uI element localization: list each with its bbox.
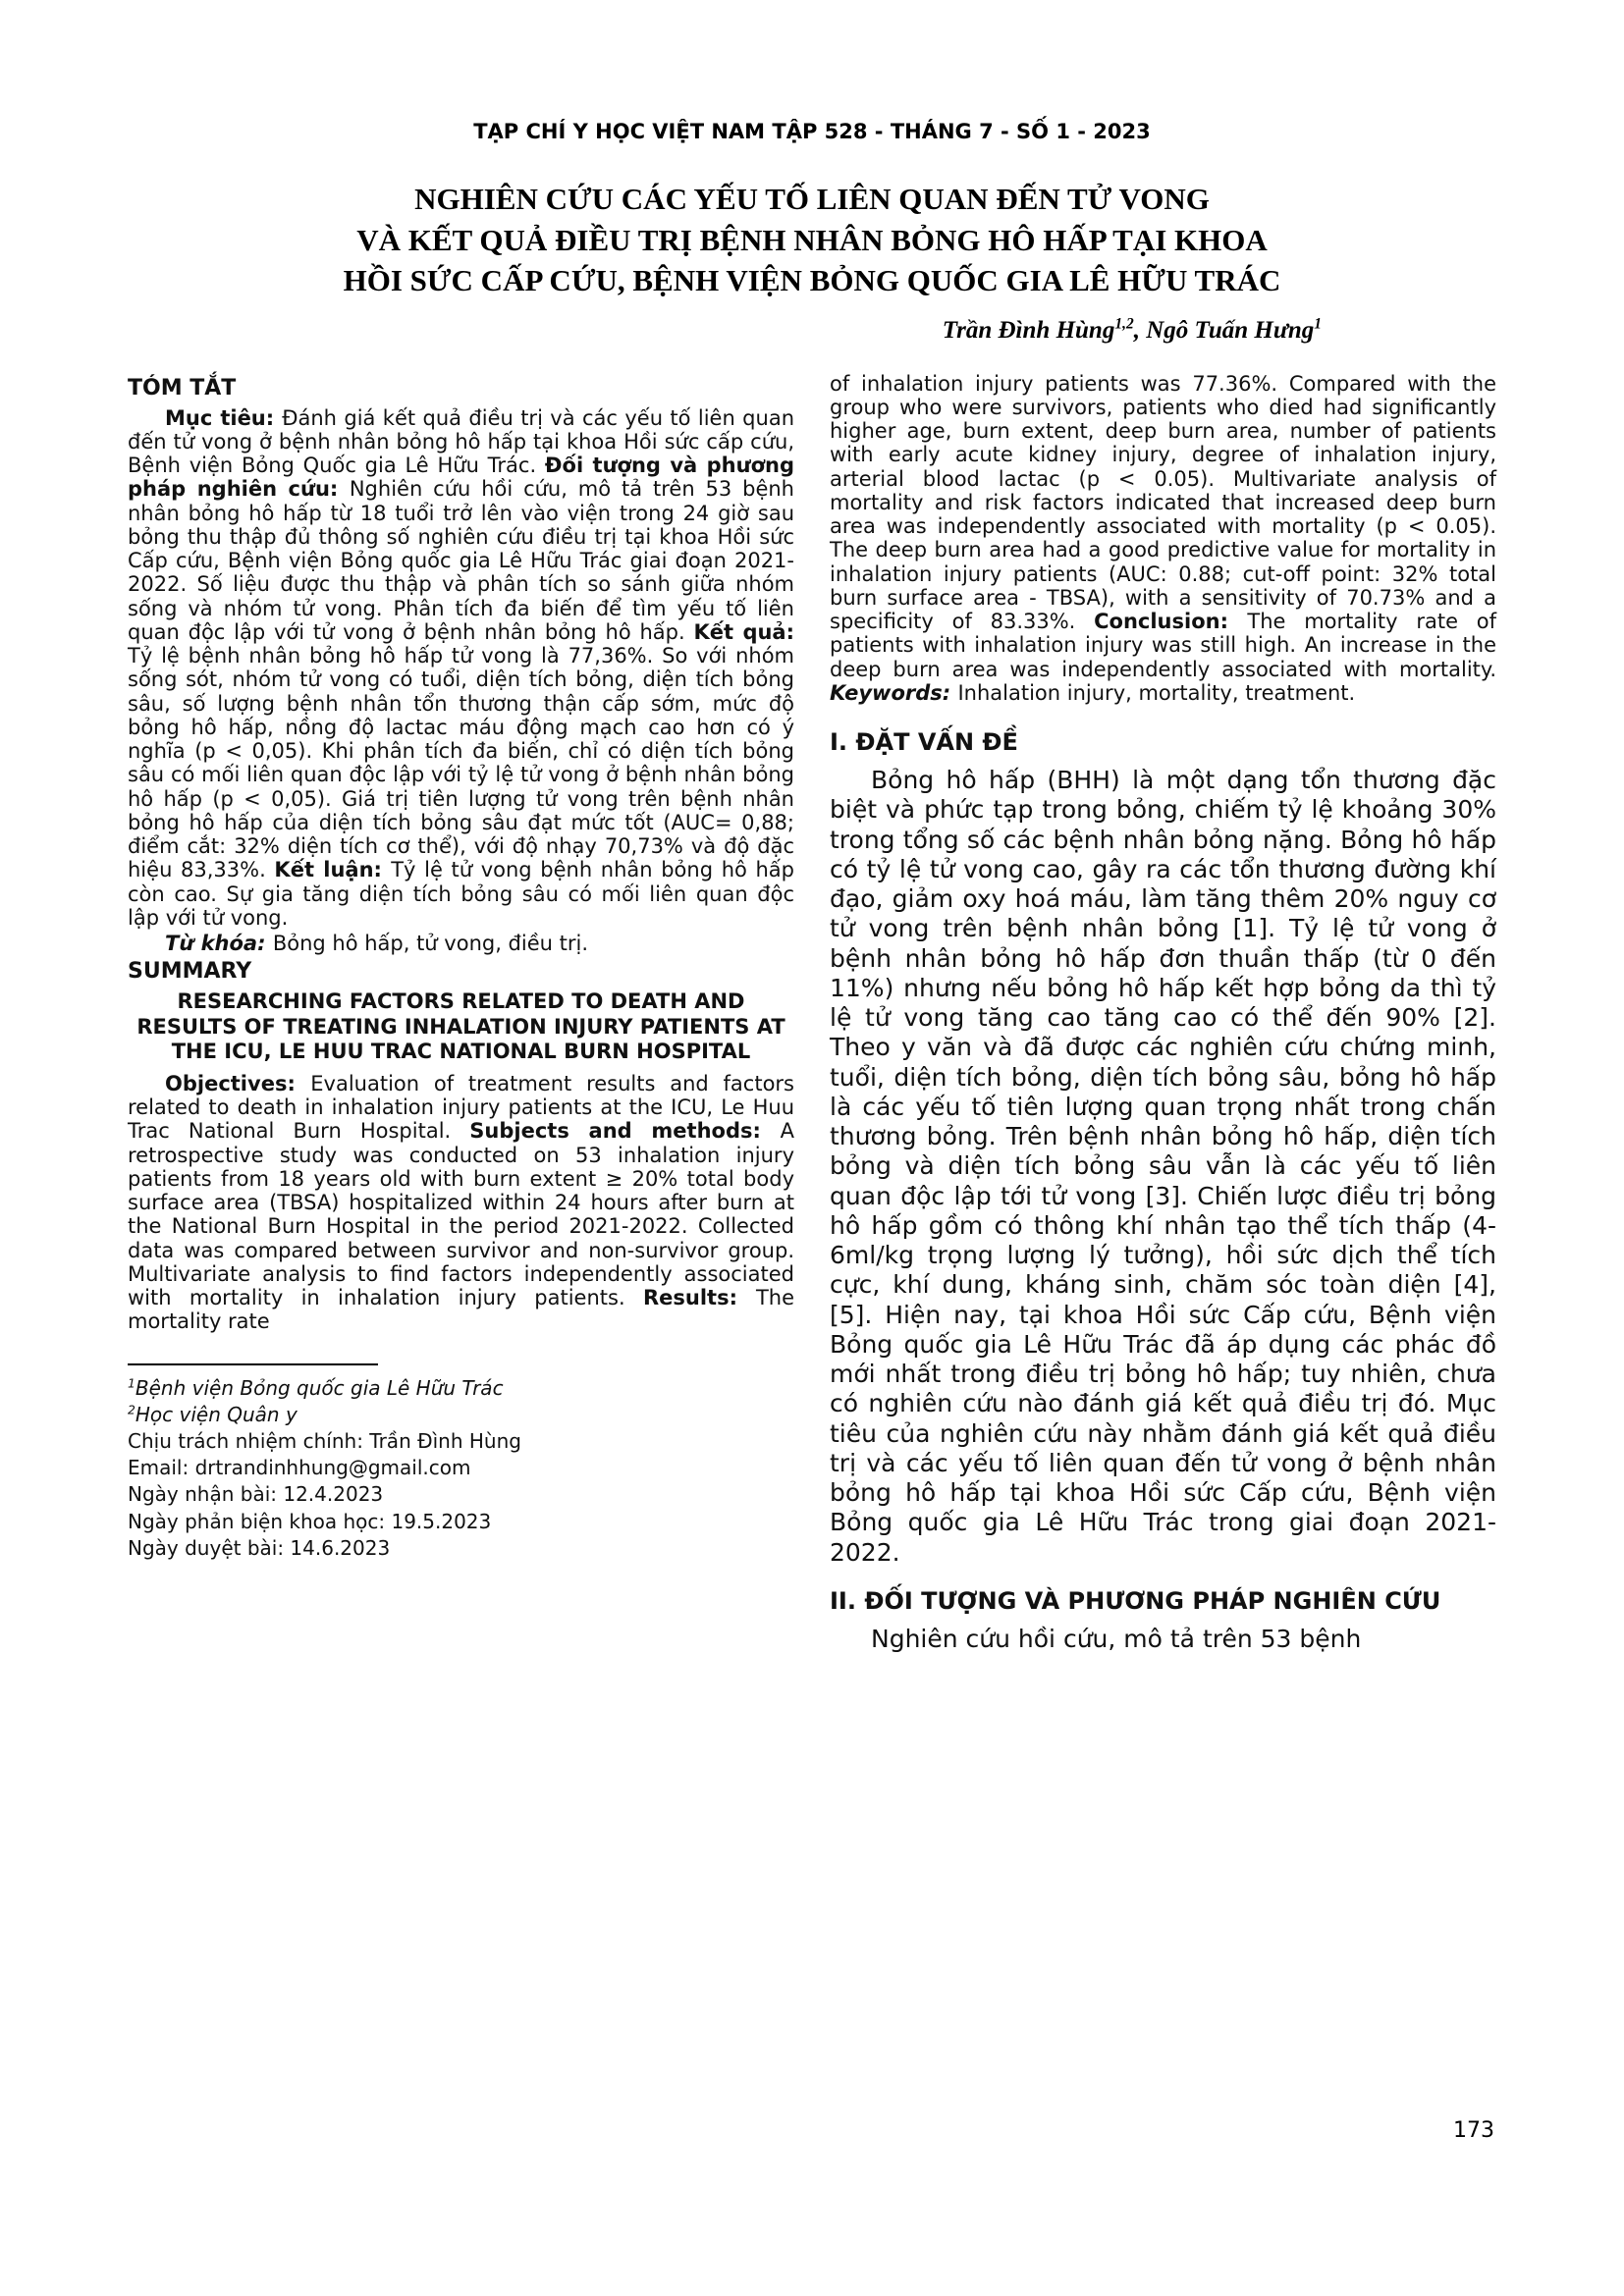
footnote-block	[128, 1363, 794, 1562]
authors-line: Trần Đình Hùng$^{1,2}$, Ngô Tuấn Hưng$^1$	[942, 315, 1322, 344]
received-date-line: Ngày nhận bài: 12.4.2023	[128, 1482, 384, 1507]
footnote-divider	[128, 1363, 378, 1365]
intro-paragraph: Bỏng hô hấp (BHH) là một dạng tổn thương đặc biệt và phức tạp trong bỏng, chiếm tỷ lệ khoảng 30% trong tổng số các bệnh nhân bỏng nặng. Bỏng hô hấp có tỷ lệ tử vong cao, gây ra các tổn thương đường khí đạo, giảm oxy hoá máu, làm tăng thêm 20% nguy cơ tử vong trên bệnh nhân bỏng [1]. Tỷ lệ tử vong ở bệnh nhân bỏng hô hấp đơn thuần thấp (từ 0 đến 11%) nhưng nếu bỏng hô hấp kết hợp bỏng da thì tỷ lệ tử vong tăng cao tăng cao có thể đến 90% [2]. Theo y văn và đã được các nghiên cứu chứng minh, tuổi, diện tích bỏng, diện tích bỏng sâu, bỏng hô hấp là các yếu tố tiên lượng quan trọng nhất trong chấn thương bỏng. Trên bệnh nhân bỏng hô hấp, diện tích bỏng và diện tích bỏng sâu vẫn là các yếu tố liên quan độc lập tới tử vong [3]. Chiến lược điều trị bỏng hô hấp gồm có thông khí nhân tạo thể tích thấp (4-6ml/kg trọng lượng lý tưởng), hồi sức dịch thể tích cực, khí dung, kháng sinh, chăm sóc toàn diện [4], [5]. Hiện nay, tại khoa Hồi sức Cấp cứu, Bệnh viện Bỏng quốc gia Lê Hữu Trác đã áp dụng các phác đồ mới nhất trong điều trị bỏng hô hấp; tuy nhiên, chưa có nghiên cứu nào đánh giá kết quả điều trị đó. Mục tiêu của nghiên cứu này nhằm đánh giá kết quả điều trị và các yếu tố liên quan đến tử vong ở bệnh nhân bỏng hô hấp tại khoa Hồi sức Cấp cứu, Bệnh viện Bỏng quốc gia Lê Hữu Trác trong giai đoạn 2021-2022.	[830, 766, 1496, 1567]
abstract-en-body-left: Objectives: Evaluation of treatment results and factors related to death in inhalation injury patients at the ICU, Le Huu Trac National Burn Hospital. Subjects and methods: A retrospective study was conducted on 53 inhalation injury patients from 18 years old with burn extent ≥ 20% total body surface area (TBSA) hospitalized within 24 hours after burn at the National Burn Hospital in the period 2021-2022. Collected data was compared between survivor and non-survivor group. Multivariate analysis to find factors independently associated with mortality in inhalation injury patients. Results: The mortality rate	[128, 1071, 794, 1334]
affiliation-1: $^1$Bệnh viện Bỏng quốc gia Lê Hữu Trác	[128, 1375, 504, 1400]
abstract-vi-body: Mục tiêu: Đánh giá kết quả điều trị và các yếu tố liên quan đến tử vong ở bệnh nhân bỏng hô hấp tại khoa Hồi sức cấp cứu, Bệnh viện Bỏng Quốc gia Lê Hữu Trác. Đối tượng và phương pháp nghiên cứu: Nghiên cứu hồi cứu, mô tả trên 53 bệnh nhân bỏng hô hấp từ 18 tuổi trở lên vào viện trong 24 giờ sau bỏng thu thập đủ thông số nghiên cứu điều trị tại khoa Hồi sức Cấp cứu, Bệnh viện Bỏng quốc gia Lê Hữu Trác giai đoạn 2021-2022. Số liệu được thu thập và phân tích so sánh giữa nhóm sống và nhóm tử vong. Phân tích đa biến để tìm yếu tố liên quan độc lập với tử vong ở bệnh nhân bỏng hô hấp. Kết quả: Tỷ lệ bệnh nhân bỏng hô hấp tử vong là 77,36%. So với nhóm sống sót, nhóm tử vong có tuổi, diện tích bỏng, diện tích bỏng sâu, số lượng bệnh nhân tổn thương thận cấp sớm, mức độ bỏng hô hấp, nồng độ lactac máu động mạch cao hơn có ý nghĩa (p < 0,05). Khi phân tích đa biến, chỉ có diện tích bỏng sâu có mối liên quan độc lập với tỷ lệ tử vong ở bệnh nhân bỏng hô hấp (p < 0,05). Giá trị tiên lượng tử vong trên bệnh nhân bỏng hô hấp của diện tích bỏng sâu đạt mức tốt (AUC= 0,88; điểm cắt: 32% diện tích cơ thể), với độ nhạy 70,73% và độ đặc hiệu 83,33%. Kết luận: Tỷ lệ tử vong bệnh nhân bỏng hô hấp còn cao. Sự gia tăng diện tích bỏng sâu có mối liên quan độc lập với tử vong.	[128, 405, 795, 930]
keywords-vi: Từ khóa: Bỏng hô hấp, tử vong, điều trị.	[165, 932, 589, 956]
english-article-title: RESEARCHING FACTORS RELATED TO DEATH AND RESULTS OF TREATING INHALATION INJURY PATIENTS AT THE ICU, LE HUU TRAC NATIONAL BURN HOSPITAL	[136, 989, 785, 1063]
methods-section-heading: II. ĐỐI TƯỢNG VÀ PHƯƠNG PHÁP NGHIÊN CỨU	[830, 1586, 1441, 1615]
email-line: Email: drtrandinhhung@gmail.com	[128, 1456, 471, 1480]
reviewed-date-line: Ngày phản biện khoa học: 19.5.2023	[128, 1509, 492, 1533]
title-line-2: VÀ KẾT QUẢ ĐIỀU TRỊ BỆNH NHÂN BỎNG HÔ HẤP TẠI KHOA	[356, 222, 1268, 257]
affiliation-2: $^2$Học viện Quân y	[128, 1402, 298, 1426]
journal-header: TẠP CHÍ Y HỌC VIỆT NAM TẬP 528 - THÁNG 7 - SỐ 1 - 2023	[473, 120, 1151, 143]
corresponding-author-line: Chịu trách nhiệm chính: Trần Đình Hùng	[128, 1429, 521, 1454]
abstract-vi-heading: TÓM TẮT	[128, 375, 237, 400]
accepted-date-line: Ngày duyệt bài: 14.6.2023	[128, 1535, 391, 1560]
summary-heading: SUMMARY	[128, 959, 252, 985]
right-column	[830, 372, 1496, 1655]
left-column	[128, 372, 794, 1655]
methods-paragraph-start: Nghiên cứu hồi cứu, mô tả trên 53 bệnh	[871, 1624, 1362, 1653]
intro-section-heading: I. ĐẶT VẤN ĐỀ	[830, 728, 1018, 757]
title-line-1: NGHIÊN CỨU CÁC YẾU TỐ LIÊN QUAN ĐẾN TỬ VONG	[414, 182, 1210, 216]
abstract-en-body-right: of inhalation injury patients was 77.36%. Compared with the group who were survivors, patients who died had significantly higher age, burn extent, deep burn area, number of patients with early acute kidney injury, degree of inhalation injury, arterial blood lactac (p < 0.05). Multivariate analysis of mortality and risk factors indicated that increased deep burn area was independently associated with mortality (p < 0.05). The deep burn area had a good predictive value for mortality in inhalation injury patients (AUC: 0.88; cut-off point: 32% total burn surface area - TBSA), with a sensitivity of 70.73% and a specificity of 83.33%. Conclusion: The mortality rate of patients with inhalation injury was still high. An increase in the deep burn area was independently associated with mortality. Keywords: Inhalation injury, mortality, treatment.	[830, 371, 1497, 705]
two-column-layout	[128, 372, 1496, 1655]
article-title	[128, 179, 1496, 301]
title-line-3: HỒI SỨC CẤP CỨU, BỆNH VIỆN BỎNG QUỐC GIA LÊ HỮU TRÁC	[343, 263, 1281, 298]
page-number: 173	[1453, 2118, 1494, 2143]
